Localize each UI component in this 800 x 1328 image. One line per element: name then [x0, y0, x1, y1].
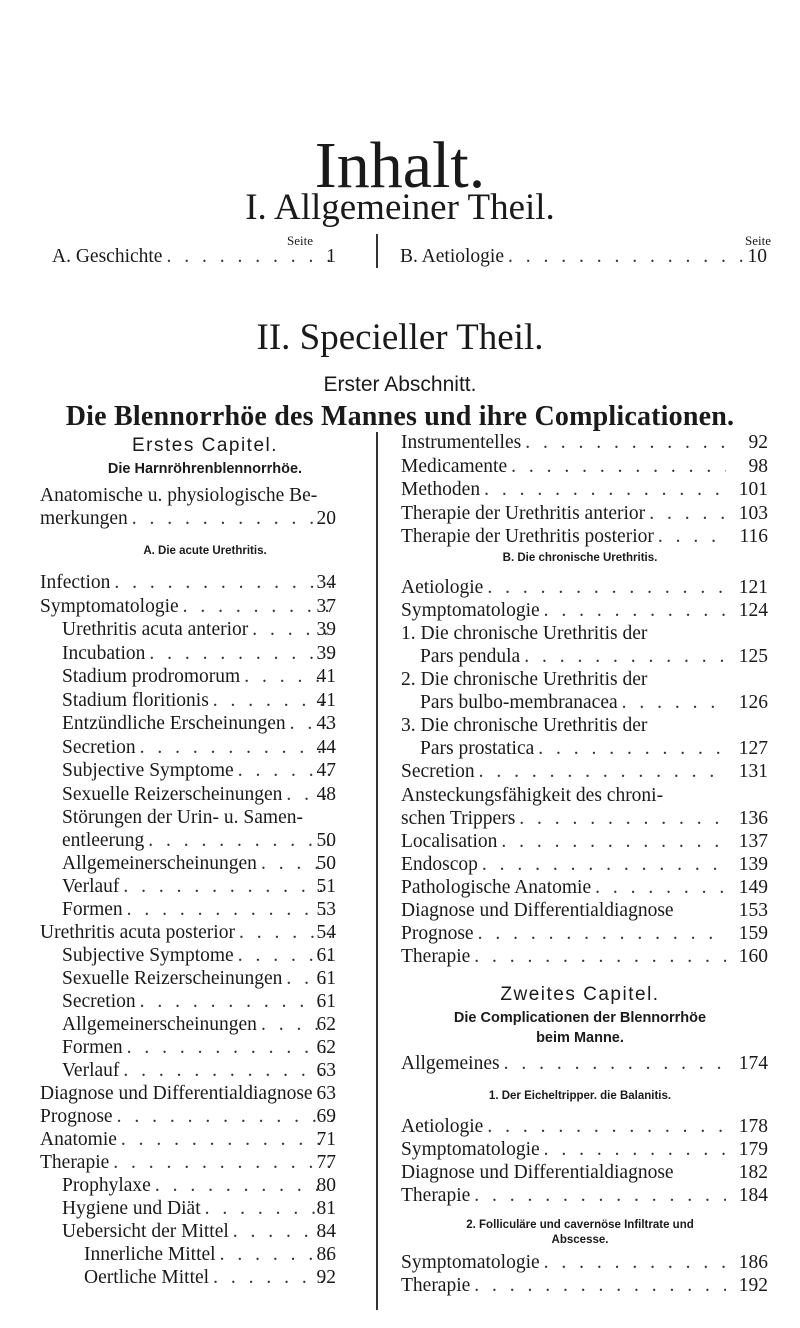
toc-entry-allgemeines [401, 1052, 726, 1075]
toc-label: Therapie [40, 1152, 110, 1173]
part2-heading: II. Specieller Theil. [256, 317, 544, 358]
toc-label: Therapie [401, 1275, 471, 1296]
toc-entry-stoerungen [62, 829, 334, 852]
toc-entry [401, 431, 726, 454]
toc-label: Diagnose und Differentialdiagnose [401, 1162, 674, 1183]
toc-page: 63 [316, 1060, 336, 1081]
toc-entry [401, 830, 726, 853]
toc-entry [401, 455, 726, 478]
toc-label: Pars pendula [420, 646, 521, 667]
toc-page: 103 [738, 502, 768, 524]
toc-entry [40, 595, 334, 618]
toc-label: Allgemeines [401, 1053, 500, 1074]
toc-entry-aetiologie [400, 245, 745, 268]
toc-page: 92 [748, 432, 768, 453]
toc-entry [40, 1105, 334, 1128]
toc-entry-anatomische-line1: Anatomische u. physiologische Be- [40, 485, 318, 506]
toc-label: Aetiologie [401, 1116, 484, 1137]
toc-page: 48 [316, 783, 336, 805]
toc-label: Endoscop [401, 854, 478, 875]
toc-label: Oertliche Mittel [84, 1267, 210, 1288]
toc-page: 61 [316, 968, 336, 989]
toc-entry [401, 922, 726, 945]
toc-entry [62, 990, 334, 1013]
toc-label: Symptomatologie [40, 595, 179, 617]
toc-label: Verlauf [62, 876, 120, 897]
main-section-heading: Die Blennorrhöe des Mannes und ihre Complicationen. [65, 401, 735, 432]
toc-page: 92 [316, 1267, 336, 1288]
toc-page: 139 [738, 854, 768, 875]
toc-label: Stadium prodromorum [62, 666, 241, 687]
toc-entry [401, 1115, 726, 1138]
toc-page: 80 [316, 1175, 336, 1196]
toc-page: 121 [738, 577, 768, 598]
toc-label: Symptomatologie [401, 1252, 540, 1273]
chapter2-subheading-line2: beim Manne. [536, 1030, 624, 1046]
toc-page: 98 [748, 455, 768, 477]
toc-entry-anatomische [40, 507, 334, 530]
toc-entry-stoerungen-line1: Störungen der Urin- u. Samen- [62, 807, 303, 828]
toc-entry-therapie [401, 1184, 726, 1207]
toc-page: 81 [316, 1198, 336, 1219]
toc-entry-pendula [420, 645, 726, 668]
toc-label: Prophylaxe [62, 1175, 151, 1196]
toc-entry [40, 1151, 334, 1174]
toc-entry [62, 898, 334, 921]
toc-entry [401, 945, 726, 968]
toc-page: 182 [738, 1162, 768, 1183]
toc-entry [62, 618, 334, 641]
toc-entry [62, 712, 334, 735]
toc-label: Verlauf [62, 1060, 120, 1081]
toc-page: 53 [316, 899, 336, 920]
toc-entry [401, 576, 726, 599]
toc-page: 50 [316, 853, 336, 874]
section-heading-2-line2: Abscesse. [551, 1234, 609, 1246]
toc-entry-prostatica-line1: 3. Die chronische Urethritis der [401, 715, 648, 736]
page-title: Inhalt. [314, 129, 486, 202]
toc-page: 125 [738, 646, 768, 667]
toc-page: 160 [738, 946, 768, 967]
toc-entry [62, 1036, 334, 1059]
toc-page: 47 [316, 760, 336, 781]
toc-label: Secretion [62, 991, 136, 1012]
toc-label: Allgemeinerscheinungen [62, 1014, 257, 1035]
toc-label: Subjective Symptome [62, 760, 234, 781]
toc-entry [62, 642, 334, 665]
toc-page: 44 [316, 736, 336, 758]
toc-page: 62 [316, 1014, 336, 1035]
toc-entry [62, 852, 334, 875]
toc-label: Instrumentelles [401, 432, 522, 453]
toc-label: Aetiologie [401, 577, 484, 598]
toc-label: Prognose [40, 1106, 113, 1127]
toc-entry-prostatica [420, 737, 726, 760]
toc-label: Formen [62, 899, 123, 920]
toc-page: 51 [316, 876, 336, 897]
toc-label: Diagnose und Differentialdiagnose [401, 900, 674, 921]
chapter-subheading: Die Harnröhrenblennorrhöe. [107, 461, 303, 477]
toc-label: Secretion [401, 761, 475, 782]
toc-entry [62, 1220, 334, 1243]
toc-entry [401, 478, 726, 501]
toc-entry [62, 665, 334, 688]
toc-page: 41 [316, 689, 336, 711]
toc-label: Diagnose und Differentialdiagnose [40, 1083, 313, 1104]
toc-entry [62, 1059, 334, 1082]
toc-page: 153 [738, 900, 768, 921]
toc-page: 54 [316, 922, 336, 943]
toc-entry-geschichte [52, 245, 334, 268]
toc-page: 192 [738, 1275, 768, 1296]
toc-page: 39 [316, 642, 336, 664]
toc-label: Formen [62, 1037, 123, 1058]
toc-page: 86 [316, 1244, 336, 1265]
part1-heading: I. Allgemeiner Theil. [245, 187, 555, 228]
toc-label: Infection [40, 572, 111, 593]
toc-label: Prognose [401, 923, 474, 944]
toc-page: 149 [738, 877, 768, 898]
toc-entry [62, 1174, 334, 1197]
section-heading-a: A. Die acute Urethritis. [143, 545, 267, 557]
toc-page: 124 [738, 600, 768, 621]
toc-page: 20 [316, 508, 336, 529]
toc-page: 39 [316, 619, 336, 640]
toc-entry [62, 1197, 334, 1220]
toc-label: Urethritis acuta posterior [40, 922, 235, 943]
toc-label: Stadium floritionis [62, 689, 209, 711]
toc-entry [62, 736, 334, 759]
toc-label: Incubation [62, 642, 146, 664]
toc-label: Pars bulbo-membranacea [420, 692, 618, 713]
toc-entry-diagnose-2 [401, 1161, 674, 1184]
toc-label: Allgemeinerscheinungen [62, 853, 257, 874]
toc-page: 43 [316, 713, 336, 734]
toc-page: 137 [738, 831, 768, 852]
seite-label-left: Seite [287, 233, 313, 248]
toc-label: A. Geschichte [52, 246, 163, 267]
toc-entry-ansteckung-line1: Ansteckungsfähigkeit des chroni- [401, 785, 664, 806]
section-heading-1: 1. Der Eicheltripper. die Balanitis. [488, 1090, 672, 1102]
toc-label: Hygiene und Diät [62, 1198, 201, 1219]
toc-page: 34 [316, 572, 336, 593]
toc-entry [401, 502, 726, 525]
toc-label: Entzündliche Erscheinungen [62, 713, 286, 734]
toc-entry [40, 921, 334, 944]
toc-entry [401, 853, 726, 876]
toc-entry [401, 599, 726, 622]
toc-page: 186 [738, 1252, 768, 1273]
toc-page: 126 [738, 692, 768, 713]
toc-label: Sexuelle Reizerscheinungen [62, 783, 283, 805]
toc-page: 41 [316, 666, 336, 687]
toc-label: Pathologische Anatomie [401, 877, 592, 898]
toc-entry [401, 1251, 726, 1274]
toc-page: 159 [738, 923, 768, 944]
toc-label: Therapie der Urethritis anterior [401, 502, 646, 524]
part1-divider [376, 234, 378, 268]
toc-label: Urethritis acuta anterior [62, 619, 249, 640]
toc-page: 136 [738, 808, 768, 829]
column-divider [376, 432, 378, 1310]
toc-page: 179 [738, 1139, 768, 1160]
toc-label: Pars prostatica [420, 738, 535, 759]
toc-page: 71 [316, 1129, 336, 1150]
toc-page: 184 [738, 1185, 768, 1206]
toc-entry [62, 759, 334, 782]
toc-page: 77 [316, 1152, 336, 1173]
toc-page: 63 [316, 1083, 336, 1104]
seite-label-right: Seite [745, 233, 771, 248]
toc-entry [62, 967, 334, 990]
toc-entry [62, 689, 334, 712]
section-heading-2-line1: 2. Folliculäre und cavernöse Infiltrate und [466, 1219, 694, 1231]
toc-label: Methoden [401, 479, 481, 500]
chapter2-subheading-line1: Die Complicationen der Blennorrhöe [453, 1010, 707, 1026]
toc-page: 10 [747, 246, 767, 267]
toc-page: 101 [738, 479, 768, 500]
toc-entry [40, 571, 334, 594]
toc-page: 131 [738, 761, 768, 782]
chapter-heading: Erstes Capitel. [131, 435, 279, 456]
toc-entry [62, 783, 334, 806]
toc-page: 116 [739, 526, 768, 547]
toc-page: 174 [738, 1053, 768, 1074]
toc-entry-bulbo-line1: 2. Die chronische Urethritis der [401, 669, 648, 690]
toc-entry-secretion [401, 760, 726, 783]
toc-label: Symptomatologie [401, 600, 540, 621]
toc-page: 127 [738, 738, 768, 759]
toc-entry-pendula-line1: 1. Die chronische Urethritis der [401, 623, 648, 644]
toc-entry [62, 1013, 334, 1036]
toc-entry [62, 875, 334, 898]
toc-label: Therapie der Urethritis posterior [401, 526, 654, 547]
section-heading-b: B. Die chronische Urethritis. [502, 552, 658, 564]
toc-page: 69 [316, 1106, 336, 1127]
toc-entry [401, 525, 726, 548]
toc-page: 178 [738, 1116, 768, 1137]
toc-label: Subjective Symptome [62, 945, 234, 966]
chapter2-heading: Zweites Capitel. [500, 984, 660, 1005]
toc-label: entleerung [62, 830, 145, 851]
toc-entry [401, 876, 726, 899]
toc-entry-bulbo [420, 691, 726, 714]
toc-label: Symptomatologie [401, 1139, 540, 1160]
toc-label: Uebersicht der Mittel [62, 1221, 229, 1242]
toc-entry [401, 1138, 726, 1161]
toc-entry [40, 1128, 334, 1151]
toc-label: Anatomie [40, 1129, 117, 1150]
toc-label: Localisation [401, 831, 498, 852]
toc-page: 61 [316, 991, 336, 1012]
toc-entry-ansteckung [401, 807, 726, 830]
toc-label: Medicamente [401, 455, 508, 477]
toc-label: merkungen [40, 508, 128, 529]
toc-entry [401, 1274, 726, 1297]
toc-label: Innerliche Mittel [84, 1244, 216, 1265]
toc-page: 62 [316, 1037, 336, 1058]
toc-label: schen Trippers [401, 808, 516, 829]
toc-page: 84 [316, 1221, 336, 1242]
toc-label: Secretion [62, 736, 136, 758]
toc-page: 1 [326, 246, 336, 267]
toc-label: Sexuelle Reizerscheinungen [62, 968, 283, 989]
toc-label: Therapie [401, 1185, 471, 1206]
toc-page: 37 [316, 595, 336, 617]
toc-label: Therapie [401, 946, 471, 967]
toc-entry-diagnose [40, 1082, 334, 1105]
abschnitt-heading: Erster Abschnitt. [323, 373, 477, 396]
toc-entry [62, 944, 334, 967]
toc-entry-diagnose [401, 899, 674, 922]
toc-label: B. Aetiologie [400, 246, 504, 267]
toc-page: 61 [316, 945, 336, 966]
toc-page: 50 [316, 830, 336, 851]
